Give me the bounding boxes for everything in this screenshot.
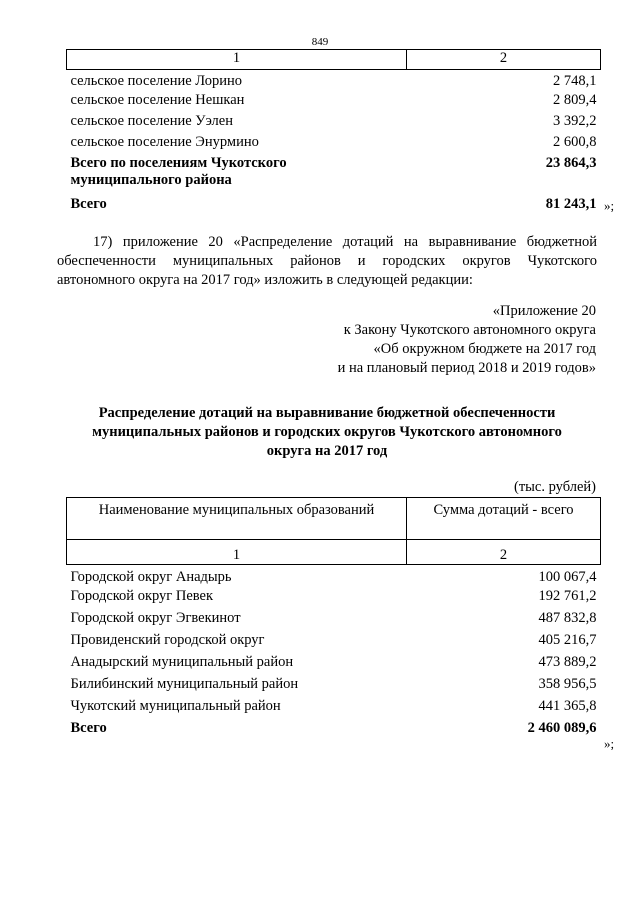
closing-quote: »;	[604, 736, 615, 751]
row-name: сельское поселение Лорино	[70, 73, 243, 89]
column-number: 1	[67, 540, 407, 565]
closing-quote: »;	[604, 198, 615, 213]
column-number-row	[67, 540, 601, 565]
appendix-line: «Об окружном бюджете на 2017 год	[373, 341, 596, 357]
row-value: 473 889,2	[538, 653, 597, 670]
table-row	[67, 70, 601, 92]
row-name: Чукотский муниципальный район	[70, 697, 281, 714]
row-name: Билибинский муниципальный район	[70, 675, 299, 692]
appendix-line: и на плановый период 2018 и 2019 годов»	[337, 360, 596, 376]
subtotal-value: 23 864,3	[545, 154, 597, 171]
column-number: 2	[407, 50, 601, 70]
appendix-line: к Закону Чукотского автономного округа	[343, 322, 596, 338]
table-header-row	[67, 498, 601, 540]
row-name: сельское поселение Уэлен	[70, 112, 233, 129]
title-line: округа на 2017 год	[266, 443, 388, 459]
table-row	[67, 588, 601, 610]
subtotal-label	[67, 155, 407, 189]
total-row	[67, 720, 601, 742]
subsidies-table	[66, 497, 601, 742]
table-row	[67, 676, 601, 698]
subtotal-label-line: муниципального района	[70, 171, 232, 188]
table-row	[67, 654, 601, 676]
row-value: 2 748,1	[553, 73, 597, 89]
table-row	[67, 134, 601, 155]
row-name: сельское поселение Энурмино	[70, 133, 259, 150]
total-value: 81 243,1	[545, 195, 597, 212]
row-value: 100 067,4	[538, 569, 597, 585]
amendment-paragraph: 17) приложение 20 «Распределение дотаций на выравнивание бюджетной обеспеченности муниципальных районов и городских округов Чукотского автономного округа на 2017 год» изложить в следующей редакции:	[57, 234, 597, 288]
table-row	[67, 565, 601, 588]
column-header-sum: Сумма дотаций - всего	[407, 498, 601, 540]
row-value: 441 365,8	[538, 697, 597, 714]
row-value: 2 600,8	[553, 133, 597, 150]
appendix-header	[338, 302, 596, 378]
title-line: муниципальных районов и городских округов Чукотского автономного	[92, 424, 562, 440]
row-value: 192 761,2	[538, 587, 597, 604]
row-value: 3 392,2	[553, 112, 597, 129]
subtotal-row	[67, 155, 601, 189]
document-title	[57, 404, 597, 461]
table-row	[67, 610, 601, 632]
appendix-line: «Приложение 20	[492, 303, 596, 319]
total-label: Всего	[70, 195, 107, 212]
table-row	[67, 92, 601, 113]
page-number: 849	[311, 36, 329, 48]
row-value: 2 809,4	[553, 91, 597, 108]
table-row	[67, 632, 601, 654]
table-header-row	[67, 50, 601, 70]
row-value: 358 956,5	[538, 675, 597, 692]
total-row	[67, 189, 601, 217]
table-row	[67, 113, 601, 134]
total-value: 2 460 089,6	[527, 719, 597, 736]
column-number: 2	[407, 540, 601, 565]
row-value: 487 832,8	[538, 609, 597, 626]
column-header-name: Наименование муниципальных образований	[67, 498, 407, 540]
row-value: 405 216,7	[538, 631, 597, 648]
total-label: Всего	[70, 719, 107, 736]
settlements-table	[66, 49, 601, 217]
row-name: Провиденский городской округ	[70, 631, 265, 648]
row-name: Анадырский муниципальный район	[70, 653, 294, 670]
row-name: сельское поселение Нешкан	[70, 91, 245, 108]
unit-label: (тыс. рублей)	[514, 479, 596, 495]
row-name: Городской округ Певек	[70, 587, 214, 604]
subtotal-label-line: Всего по поселениям Чукотского	[70, 154, 287, 171]
table-row	[67, 698, 601, 720]
column-number: 1	[67, 50, 407, 70]
row-name: Городской округ Анадырь	[70, 569, 232, 585]
row-name: Городской округ Эгвекинот	[70, 609, 241, 626]
title-line: Распределение дотаций на выравнивание бюджетной обеспеченности	[98, 405, 556, 421]
